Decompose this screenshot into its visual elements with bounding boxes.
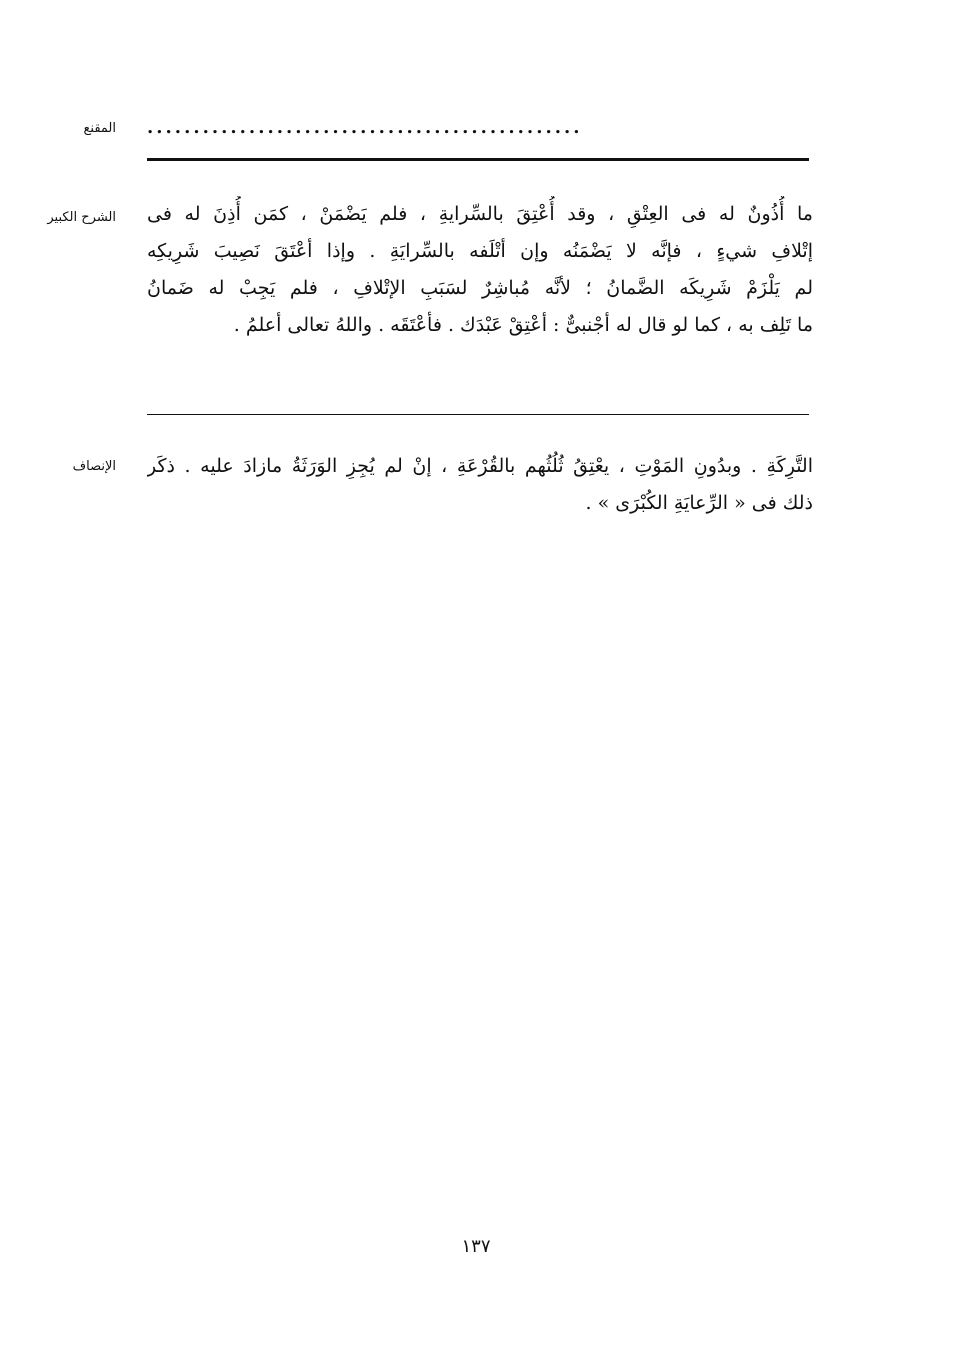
sharh-line-4: ما تَلِف به ، كما لو قال له أجْنبىٌّ : أعْتِقْ عَبْدَك . فأعْتَقَه . واللهُ تعالى أعلمُ . — [233, 314, 813, 336]
sharh-text-block — [147, 196, 813, 344]
thin-divider — [147, 414, 809, 415]
muqni-side-label: المقنع — [83, 121, 116, 136]
dotted-placeholder-line: ............................................... — [147, 118, 583, 138]
insaf-line-1: التَّرِكَةِ . وبدُونِ المَوْتِ ، يعْتِقُ ثُلُثُهم بالقُرْعَةِ ، إنْ لم يُجِزِ الوَرَثَةُ مازادَ عليه . ذكَر — [147, 455, 813, 477]
insaf-text-block — [147, 448, 813, 522]
page-number: ١٣٧ — [461, 1236, 491, 1257]
sharh-line-2: إتْلافِ شيءٍ ، فإنَّه لا يَضْمَنُه وإن أتْلَفه بالسِّرايَةِ . وإذا أعْتَقَ نَصِيبَ شَرِيكِه — [147, 240, 813, 262]
insaf-line-2: ذلك فى « الرِّعايَةِ الكُبْرَى » . — [585, 492, 813, 514]
sharh-side-label: الشرح الكبير — [47, 210, 116, 225]
insaf-side-label: الإنصاف — [72, 459, 116, 474]
thick-divider — [147, 158, 809, 161]
sharh-line-3: لم يَلْزَمْ شَرِيكَه الضَّمانُ ؛ لأنَّه مُباشِرٌ لسَبَبِ الإتْلافِ ، فلم يَجِبْ له ضَمانُ — [147, 277, 813, 299]
sharh-line-1: ما أُذُونٌ له فى العِتْقِ ، وقد أُعْتِقَ بالسِّرايةِ ، فلم يَضْمَنْ ، كمَن أُذِنَ له فى — [147, 203, 813, 225]
